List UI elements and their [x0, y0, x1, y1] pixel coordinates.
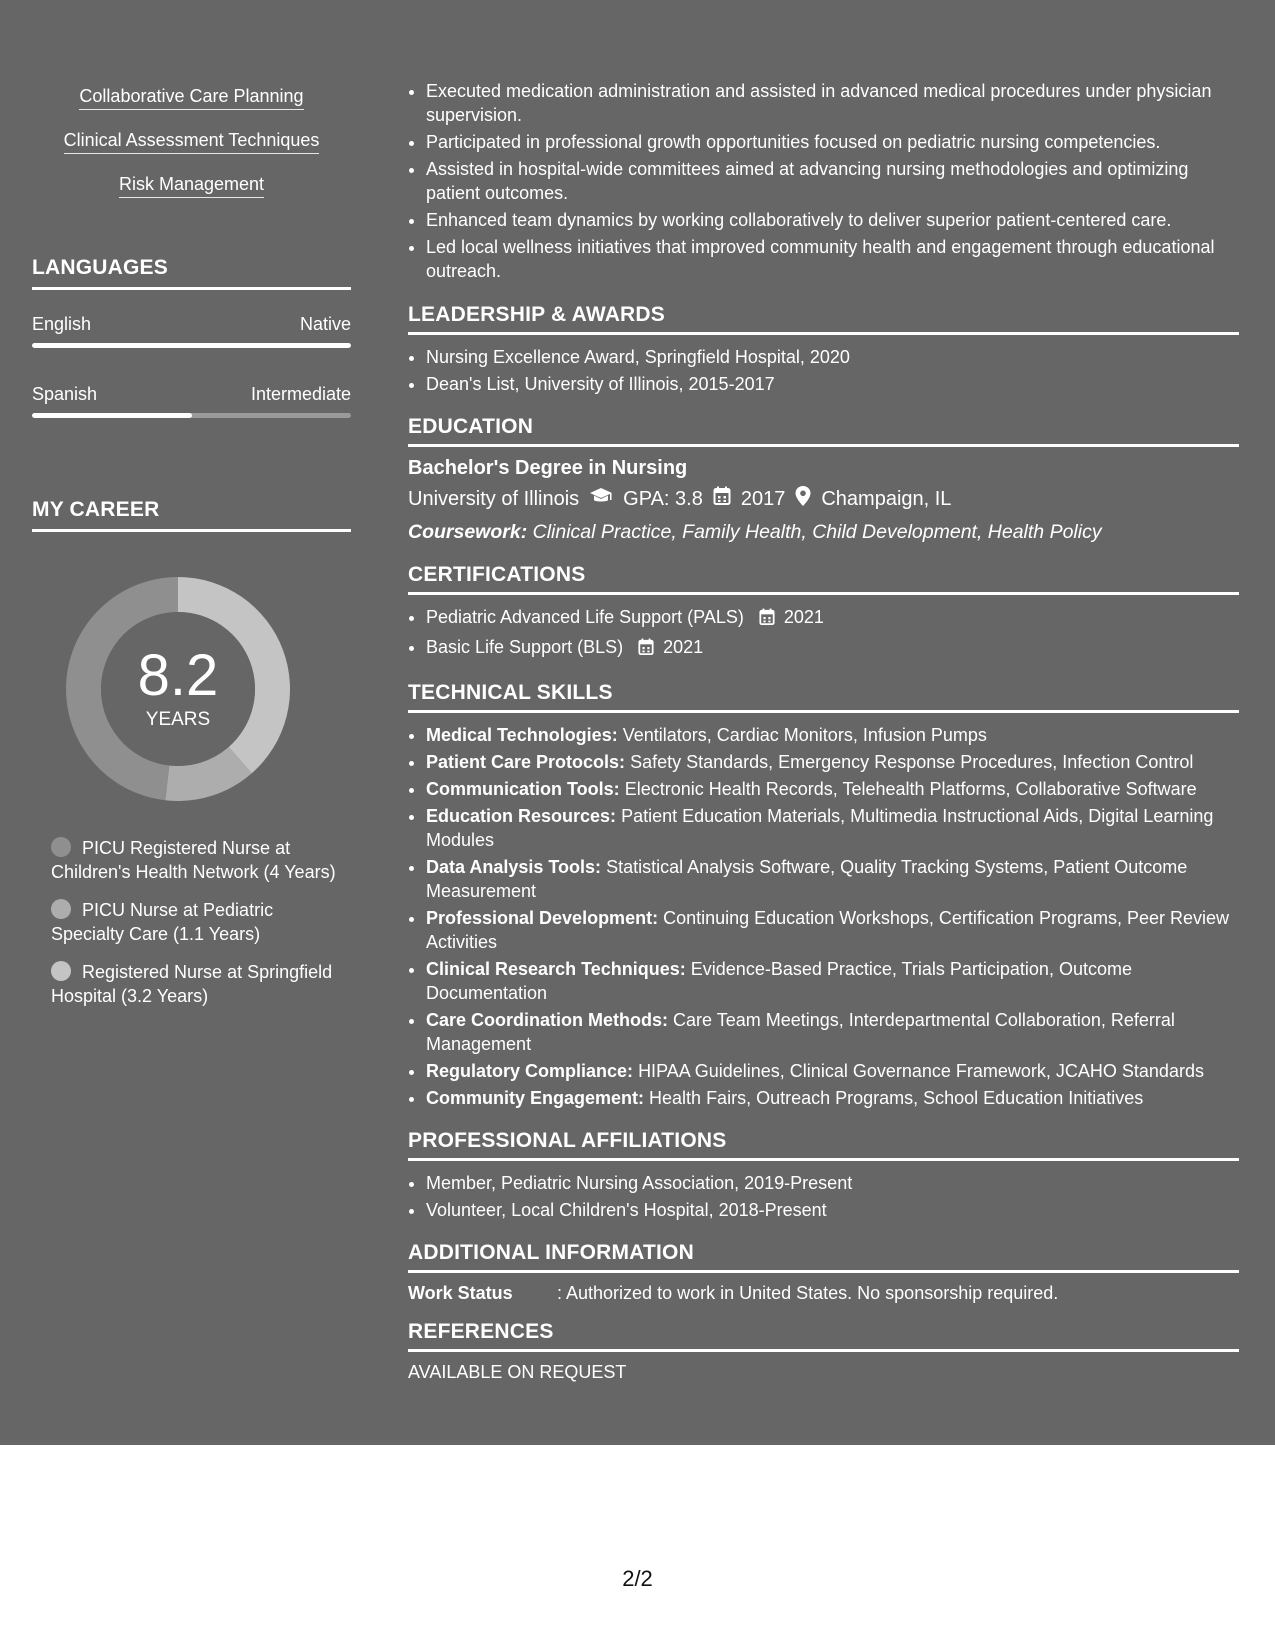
skill-text: Continuing Education Workshops, Certification Programs, Peer Review Activities — [426, 908, 1230, 952]
certifications-heading: CERTIFICATIONS — [408, 563, 1239, 595]
legend-dot-icon — [51, 837, 71, 857]
skill-label: Clinical Research Techniques: — [426, 959, 686, 979]
leadership-heading: LEADERSHIP & AWARDS — [408, 303, 1239, 335]
technical-skill-item — [426, 1059, 1239, 1083]
skill-text: Safety Standards, Emergency Response Procedures, Infection Control — [630, 752, 1194, 772]
language-level: Intermediate — [250, 384, 351, 404]
coursework-label: Coursework: — [408, 521, 528, 543]
skill-text: Statistical Analysis Software, Quality Tracking Systems, Patient Outcome Measurement — [426, 857, 1188, 901]
certifications-section — [408, 563, 1239, 662]
skill-label: Communication Tools: — [426, 779, 620, 799]
certification-year: 2021 — [663, 637, 704, 657]
skill-label: Data Analysis Tools: — [426, 857, 602, 877]
skill-text: Evidence-Based Practice, Trials Participation, Outcome Documentation — [426, 959, 1132, 1003]
school-location: Champaign, IL — [821, 487, 952, 510]
legend-dot-icon — [51, 961, 71, 981]
career-legend-text: PICU Registered Nurse at Children's Health Network (4 Years) — [51, 838, 336, 882]
technical-skill-item — [426, 957, 1239, 1005]
education-heading: EDUCATION — [408, 415, 1239, 447]
certification-name: Pediatric Advanced Life Support (PALS) — [426, 607, 744, 627]
location-pin-icon — [795, 486, 811, 512]
education-section — [408, 415, 1239, 544]
skill-label: Medical Technologies: — [426, 725, 618, 745]
references-section — [408, 1320, 1239, 1383]
main-content — [408, 0, 1239, 1402]
school-name: University of Illinois — [408, 487, 580, 510]
skill-label: Education Resources: — [426, 806, 617, 826]
graduation-cap-icon — [589, 487, 613, 511]
experience-bullet: • Assisted in hospital-wide committees aimed at advancing nursing methodologies and optimizing patient outcomes. — [426, 157, 1239, 205]
additional-info-heading: ADDITIONAL INFORMATION — [408, 1241, 1239, 1273]
work-status-label: Work Status — [408, 1283, 513, 1303]
award-item: • Nursing Excellence Award, Springfield Hospital, 2020 — [426, 345, 1239, 369]
language-row-spanish — [32, 384, 351, 405]
skill-text: Electronic Health Records, Telehealth Platforms, Collaborative Software — [624, 779, 1197, 799]
career-total-years: 8.2 — [137, 643, 219, 708]
references-heading: REFERENCES — [408, 1320, 1239, 1352]
coursework-list: Clinical Practice, Family Health, Child Development, Health Policy — [532, 521, 1102, 543]
affiliations-section — [408, 1129, 1239, 1222]
technical-skill-item — [426, 906, 1239, 954]
technical-skill-item — [426, 1086, 1239, 1110]
skill-label: Professional Development: — [426, 908, 659, 928]
certification-item — [426, 635, 1239, 662]
language-name: Spanish — [32, 384, 98, 404]
language-bar-fill — [32, 343, 351, 348]
skill-item: Collaborative Care Planning — [79, 86, 303, 110]
skill-text: Health Fairs, Outreach Programs, School Education Initiatives — [649, 1088, 1144, 1108]
skill-label: Regulatory Compliance: — [426, 1061, 634, 1081]
technical-skill-item — [426, 804, 1239, 852]
affiliation-item: • Member, Pediatric Nursing Association, 2019-Present — [426, 1171, 1239, 1195]
career-legend — [51, 836, 341, 1022]
additional-info-section — [408, 1241, 1239, 1304]
gpa: GPA: 3.8 — [623, 487, 703, 510]
graduation-year: 2017 — [740, 487, 786, 510]
languages-heading: LANGUAGES — [32, 256, 351, 290]
education-details — [408, 486, 1239, 512]
skill-text: HIPAA Guidelines, Clinical Governance Framework, JCAHO Standards — [638, 1061, 1204, 1081]
career-legend-item — [51, 836, 341, 884]
skill-item: Risk Management — [119, 174, 264, 198]
career-total-unit: YEARS — [145, 709, 211, 730]
career-legend-item — [51, 960, 341, 1008]
skill-item: Clinical Assessment Techniques — [64, 130, 320, 154]
skill-text: Patient Education Materials, Multimedia Instructional Aids, Digital Learning Modules — [426, 806, 1214, 850]
award-item: • Dean's List, University of Illinois, 2015-2017 — [426, 372, 1239, 396]
career-legend-item — [51, 898, 341, 946]
skill-label: Community Engagement: — [426, 1088, 645, 1108]
technical-skill-item — [426, 750, 1239, 774]
coursework — [408, 521, 1239, 544]
experience-bullets — [408, 79, 1239, 283]
career-heading: MY CAREER — [32, 498, 351, 532]
technical-skill-item — [426, 855, 1239, 903]
language-name: English — [32, 314, 92, 334]
references-text: AVAILABLE ON REQUEST — [408, 1362, 627, 1382]
career-donut-chart — [66, 577, 290, 801]
language-bar-fill — [32, 413, 192, 418]
technical-skill-item — [426, 723, 1239, 747]
certification-name: Basic Life Support (BLS) — [426, 637, 624, 657]
experience-bullet: • Executed medication administration and assisted in advanced medical procedures under physician supervision. — [426, 79, 1239, 127]
language-row-english — [32, 314, 351, 335]
page-indicator: 2/2 — [622, 1566, 653, 1591]
affiliations-heading: PROFESSIONAL AFFILIATIONS — [408, 1129, 1239, 1161]
technical-skill-item — [426, 1008, 1239, 1056]
certification-year: 2021 — [783, 607, 824, 627]
legend-dot-icon — [51, 899, 71, 919]
calendar-icon — [638, 638, 654, 662]
language-bar-english — [32, 343, 351, 348]
work-status-row — [408, 1283, 1239, 1304]
skill-text: Care Team Meetings, Interdepartmental Collaboration, Referral Management — [426, 1010, 1175, 1054]
skills-list — [32, 86, 351, 218]
calendar-icon — [713, 486, 731, 512]
work-status-value: : Authorized to work in United States. No sponsorship required. — [557, 1283, 1059, 1303]
language-bar-spanish — [32, 413, 351, 418]
language-level: Native — [299, 314, 351, 334]
technical-skills-heading: TECHNICAL SKILLS — [408, 681, 1239, 713]
affiliation-item: • Volunteer, Local Children's Hospital, 2018-Present — [426, 1198, 1239, 1222]
experience-bullet: • Led local wellness initiatives that improved community health and engagement through educational outreach. — [426, 235, 1239, 283]
career-legend-text: Registered Nurse at Springfield Hospital (3.2 Years) — [51, 962, 333, 1006]
technical-skill-item — [426, 777, 1239, 801]
degree-title: Bachelor's Degree in Nursing — [408, 457, 688, 479]
certification-item — [426, 605, 1239, 632]
skill-text: Ventilators, Cardiac Monitors, Infusion Pumps — [622, 725, 987, 745]
calendar-icon — [759, 608, 775, 632]
skill-label: Patient Care Protocols: — [426, 752, 626, 772]
technical-skills-section — [408, 681, 1239, 1110]
career-legend-text: PICU Nurse at Pediatric Specialty Care (1.1 Years) — [51, 900, 274, 944]
leadership-section — [408, 303, 1239, 396]
technical-skills-list — [408, 723, 1239, 1110]
experience-bullet: • Enhanced team dynamics by working collaboratively to deliver superior patient-centered care. — [426, 208, 1239, 232]
skill-label: Care Coordination Methods: — [426, 1010, 668, 1030]
experience-bullet: • Participated in professional growth opportunities focused on pediatric nursing competencies. — [426, 130, 1239, 154]
